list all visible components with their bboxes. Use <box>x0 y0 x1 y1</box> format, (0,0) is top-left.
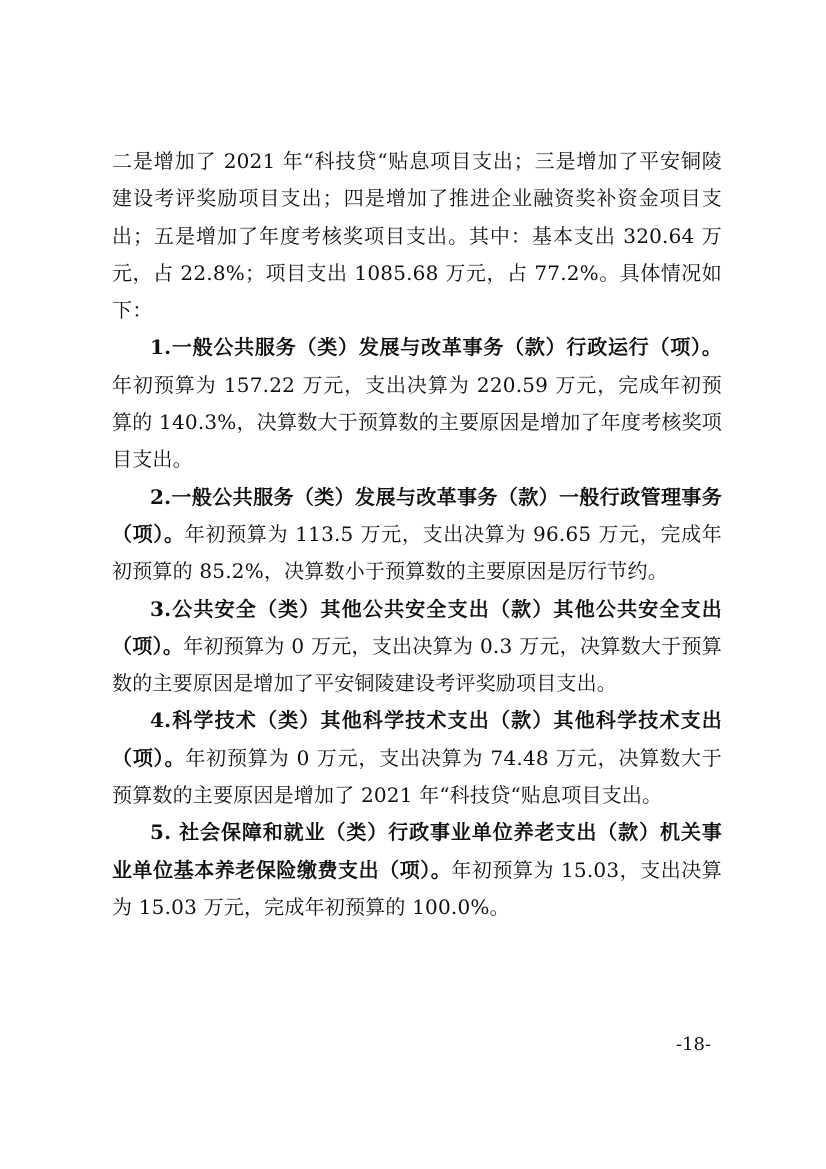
item-heading: 2.一般公共服务（类）发展与改革事务（款）一般行政管理事务（项）。 <box>112 484 722 546</box>
paragraph-continuation <box>112 143 722 329</box>
item-heading: 3.公共安全（类）其他公共安全支出（款）其他公共安全支出（项）。 <box>112 596 722 658</box>
paragraph-item-3 <box>112 591 722 703</box>
paragraph-item-4 <box>112 702 722 814</box>
paragraph-item-1 <box>112 329 722 478</box>
paragraph-item-5 <box>112 814 722 926</box>
item-text: 年初预算为 0 万元，支出决算为 0.3 万元，决算数大于预算数的主要原因是增加了平安铜陵建设考评奖励项目支出。 <box>112 633 722 696</box>
paragraph-text: 二是增加了 2021 年“科技贷“贴息项目支出；三是增加了平安铜陵建设考评奖励项目支出；四是增加了推进企业融资奖补资金项目支出；五是增加了年度考核奖项目支出。其中：基本支出 320.64 万元，占 22.8%；项目支出 1085.68 万元，占 77.2%。具体情况如下： <box>112 149 722 323</box>
item-heading: 1.一般公共服务（类）发展与改革事务（款）行政运行（项）。 <box>150 335 722 360</box>
paragraph-item-2 <box>112 479 722 591</box>
item-text: 年初预算为 0 万元，支出决算为 74.48 万元，决算数大于预算数的主要原因是增加了 2021 年“科技贷“贴息项目支出。 <box>112 745 722 808</box>
item-text: 年初预算为 157.22 万元，支出决算为 220.59 万元，完成年初预算的 140.3%，决算数大于预算数的主要原因是增加了年度考核奖项目支出。 <box>112 372 722 472</box>
item-text: 年初预算为 113.5 万元，支出决算为 96.65 万元，完成年初预算的 85.2%，决算数小于预算数的主要原因是厉行节约。 <box>112 521 722 584</box>
page-number: -18- <box>676 1034 712 1055</box>
item-heading: 4.科学技术（类）其他科学技术支出（款）其他科学技术支出（项）。 <box>112 708 722 770</box>
item-text: 年初预算为 15.03，支出决算为 15.03 万元，完成年初预算的 100.0%。 <box>112 857 722 919</box>
document-body <box>112 143 722 926</box>
item-heading: 5. 社会保障和就业（类）行政事业单位养老支出（款）机关事业单位基本养老保险缴费支出（项）。 <box>112 820 722 882</box>
